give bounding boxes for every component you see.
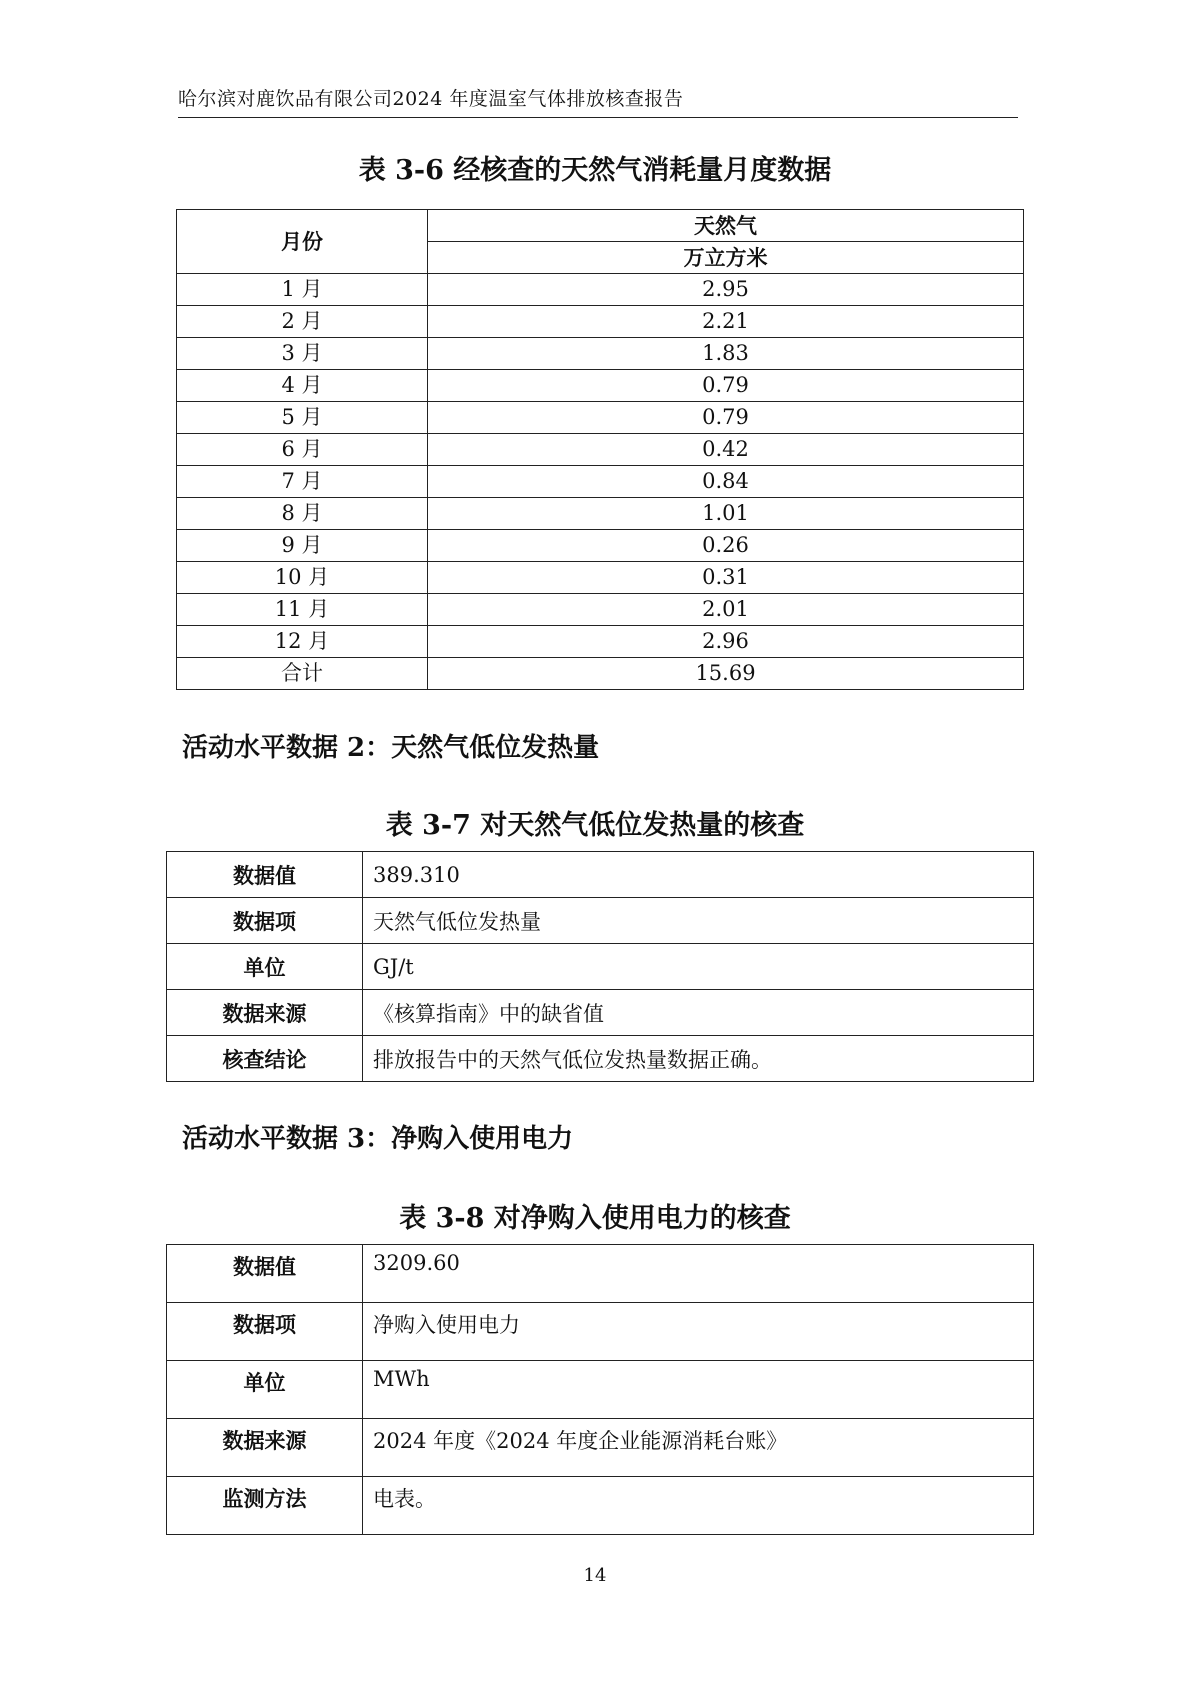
- gas-column-header: 天然气: [428, 210, 1024, 242]
- value-cell: 0.42: [428, 434, 1024, 466]
- table-row: [167, 1303, 1034, 1361]
- value-cell: 2.95: [428, 274, 1024, 306]
- row-value: 天然气低位发热量: [363, 898, 1034, 944]
- table-row: [177, 498, 1024, 530]
- table-row: [167, 1036, 1034, 1082]
- table-row: [167, 944, 1034, 990]
- month-cell: 2 月: [177, 306, 428, 338]
- month-cell: 9 月: [177, 530, 428, 562]
- table-row: [167, 990, 1034, 1036]
- report-header: 哈尔滨对鹿饮品有限公司2024 年度温室气体排放核查报告: [178, 88, 684, 110]
- value-cell: 2.21: [428, 306, 1024, 338]
- row-key: 数据项: [167, 898, 363, 944]
- table-row: [167, 1477, 1034, 1535]
- row-key: 单位: [167, 1361, 363, 1419]
- value-cell: 1.01: [428, 498, 1024, 530]
- total-value: 15.69: [428, 658, 1024, 690]
- value-cell: 0.84: [428, 466, 1024, 498]
- table-row: [167, 898, 1034, 944]
- row-value: MWh: [363, 1361, 1034, 1419]
- table-row: [177, 562, 1024, 594]
- row-key: 数据值: [167, 1245, 363, 1303]
- month-cell: 6 月: [177, 434, 428, 466]
- value-cell: 0.79: [428, 402, 1024, 434]
- month-cell: 3 月: [177, 338, 428, 370]
- table-row: [177, 434, 1024, 466]
- value-cell: 0.26: [428, 530, 1024, 562]
- row-value: 净购入使用电力: [363, 1303, 1034, 1361]
- row-key: 数据来源: [167, 990, 363, 1036]
- table-row: [177, 626, 1024, 658]
- row-value: 3209.60: [363, 1245, 1034, 1303]
- row-value: 电表。: [363, 1477, 1034, 1535]
- total-label: 合计: [177, 658, 428, 690]
- table-row: [167, 852, 1034, 898]
- value-cell: 1.83: [428, 338, 1024, 370]
- total-row: [177, 658, 1024, 690]
- row-value: 2024 年度《2024 年度企业能源消耗台账》: [363, 1419, 1034, 1477]
- month-cell: 4 月: [177, 370, 428, 402]
- row-value: GJ/t: [363, 944, 1034, 990]
- table-3-7-caption: 表 3-7 对天然气低位发热量的核查: [385, 810, 805, 841]
- table-row: [177, 370, 1024, 402]
- table-row: [177, 274, 1024, 306]
- section-heading-2: 活动水平数据 2：天然气低位发热量: [182, 733, 600, 763]
- row-value: 389.310: [363, 852, 1034, 898]
- row-key: 数据值: [167, 852, 363, 898]
- month-cell: 1 月: [177, 274, 428, 306]
- unit-column-header: 万立方米: [428, 242, 1024, 274]
- page-number: 14: [583, 1565, 607, 1586]
- month-cell: 8 月: [177, 498, 428, 530]
- table-3-8-caption: 表 3-8 对净购入使用电力的核查: [399, 1203, 791, 1234]
- table-row: [177, 530, 1024, 562]
- month-cell: 7 月: [177, 466, 428, 498]
- value-cell: 0.31: [428, 562, 1024, 594]
- section-heading-3: 活动水平数据 3：净购入使用电力: [182, 1124, 574, 1154]
- row-key: 单位: [167, 944, 363, 990]
- month-cell: 11 月: [177, 594, 428, 626]
- heat-value-check-table: [166, 851, 1034, 1082]
- month-column-header: 月份: [177, 210, 428, 274]
- table-row: [167, 1419, 1034, 1477]
- row-key: 核查结论: [167, 1036, 363, 1082]
- row-value: 排放报告中的天然气低位发热量数据正确。: [363, 1036, 1034, 1082]
- month-cell: 12 月: [177, 626, 428, 658]
- row-key: 数据来源: [167, 1419, 363, 1477]
- electricity-check-table: [166, 1244, 1034, 1535]
- table-3-6-caption: 表 3-6 经核查的天然气消耗量月度数据: [358, 155, 832, 186]
- row-key: 数据项: [167, 1303, 363, 1361]
- table-row: [177, 306, 1024, 338]
- row-value: 《核算指南》中的缺省值: [363, 990, 1034, 1036]
- row-key: 监测方法: [167, 1477, 363, 1535]
- gas-consumption-table: [176, 209, 1024, 690]
- month-cell: 10 月: [177, 562, 428, 594]
- table-row: [177, 466, 1024, 498]
- month-cell: 5 月: [177, 402, 428, 434]
- value-cell: 0.79: [428, 370, 1024, 402]
- table-row: [167, 1361, 1034, 1419]
- table-row: [177, 594, 1024, 626]
- header-rule: [178, 117, 1018, 118]
- table-row: [177, 338, 1024, 370]
- value-cell: 2.96: [428, 626, 1024, 658]
- value-cell: 2.01: [428, 594, 1024, 626]
- table-row: [177, 402, 1024, 434]
- table-row: [167, 1245, 1034, 1303]
